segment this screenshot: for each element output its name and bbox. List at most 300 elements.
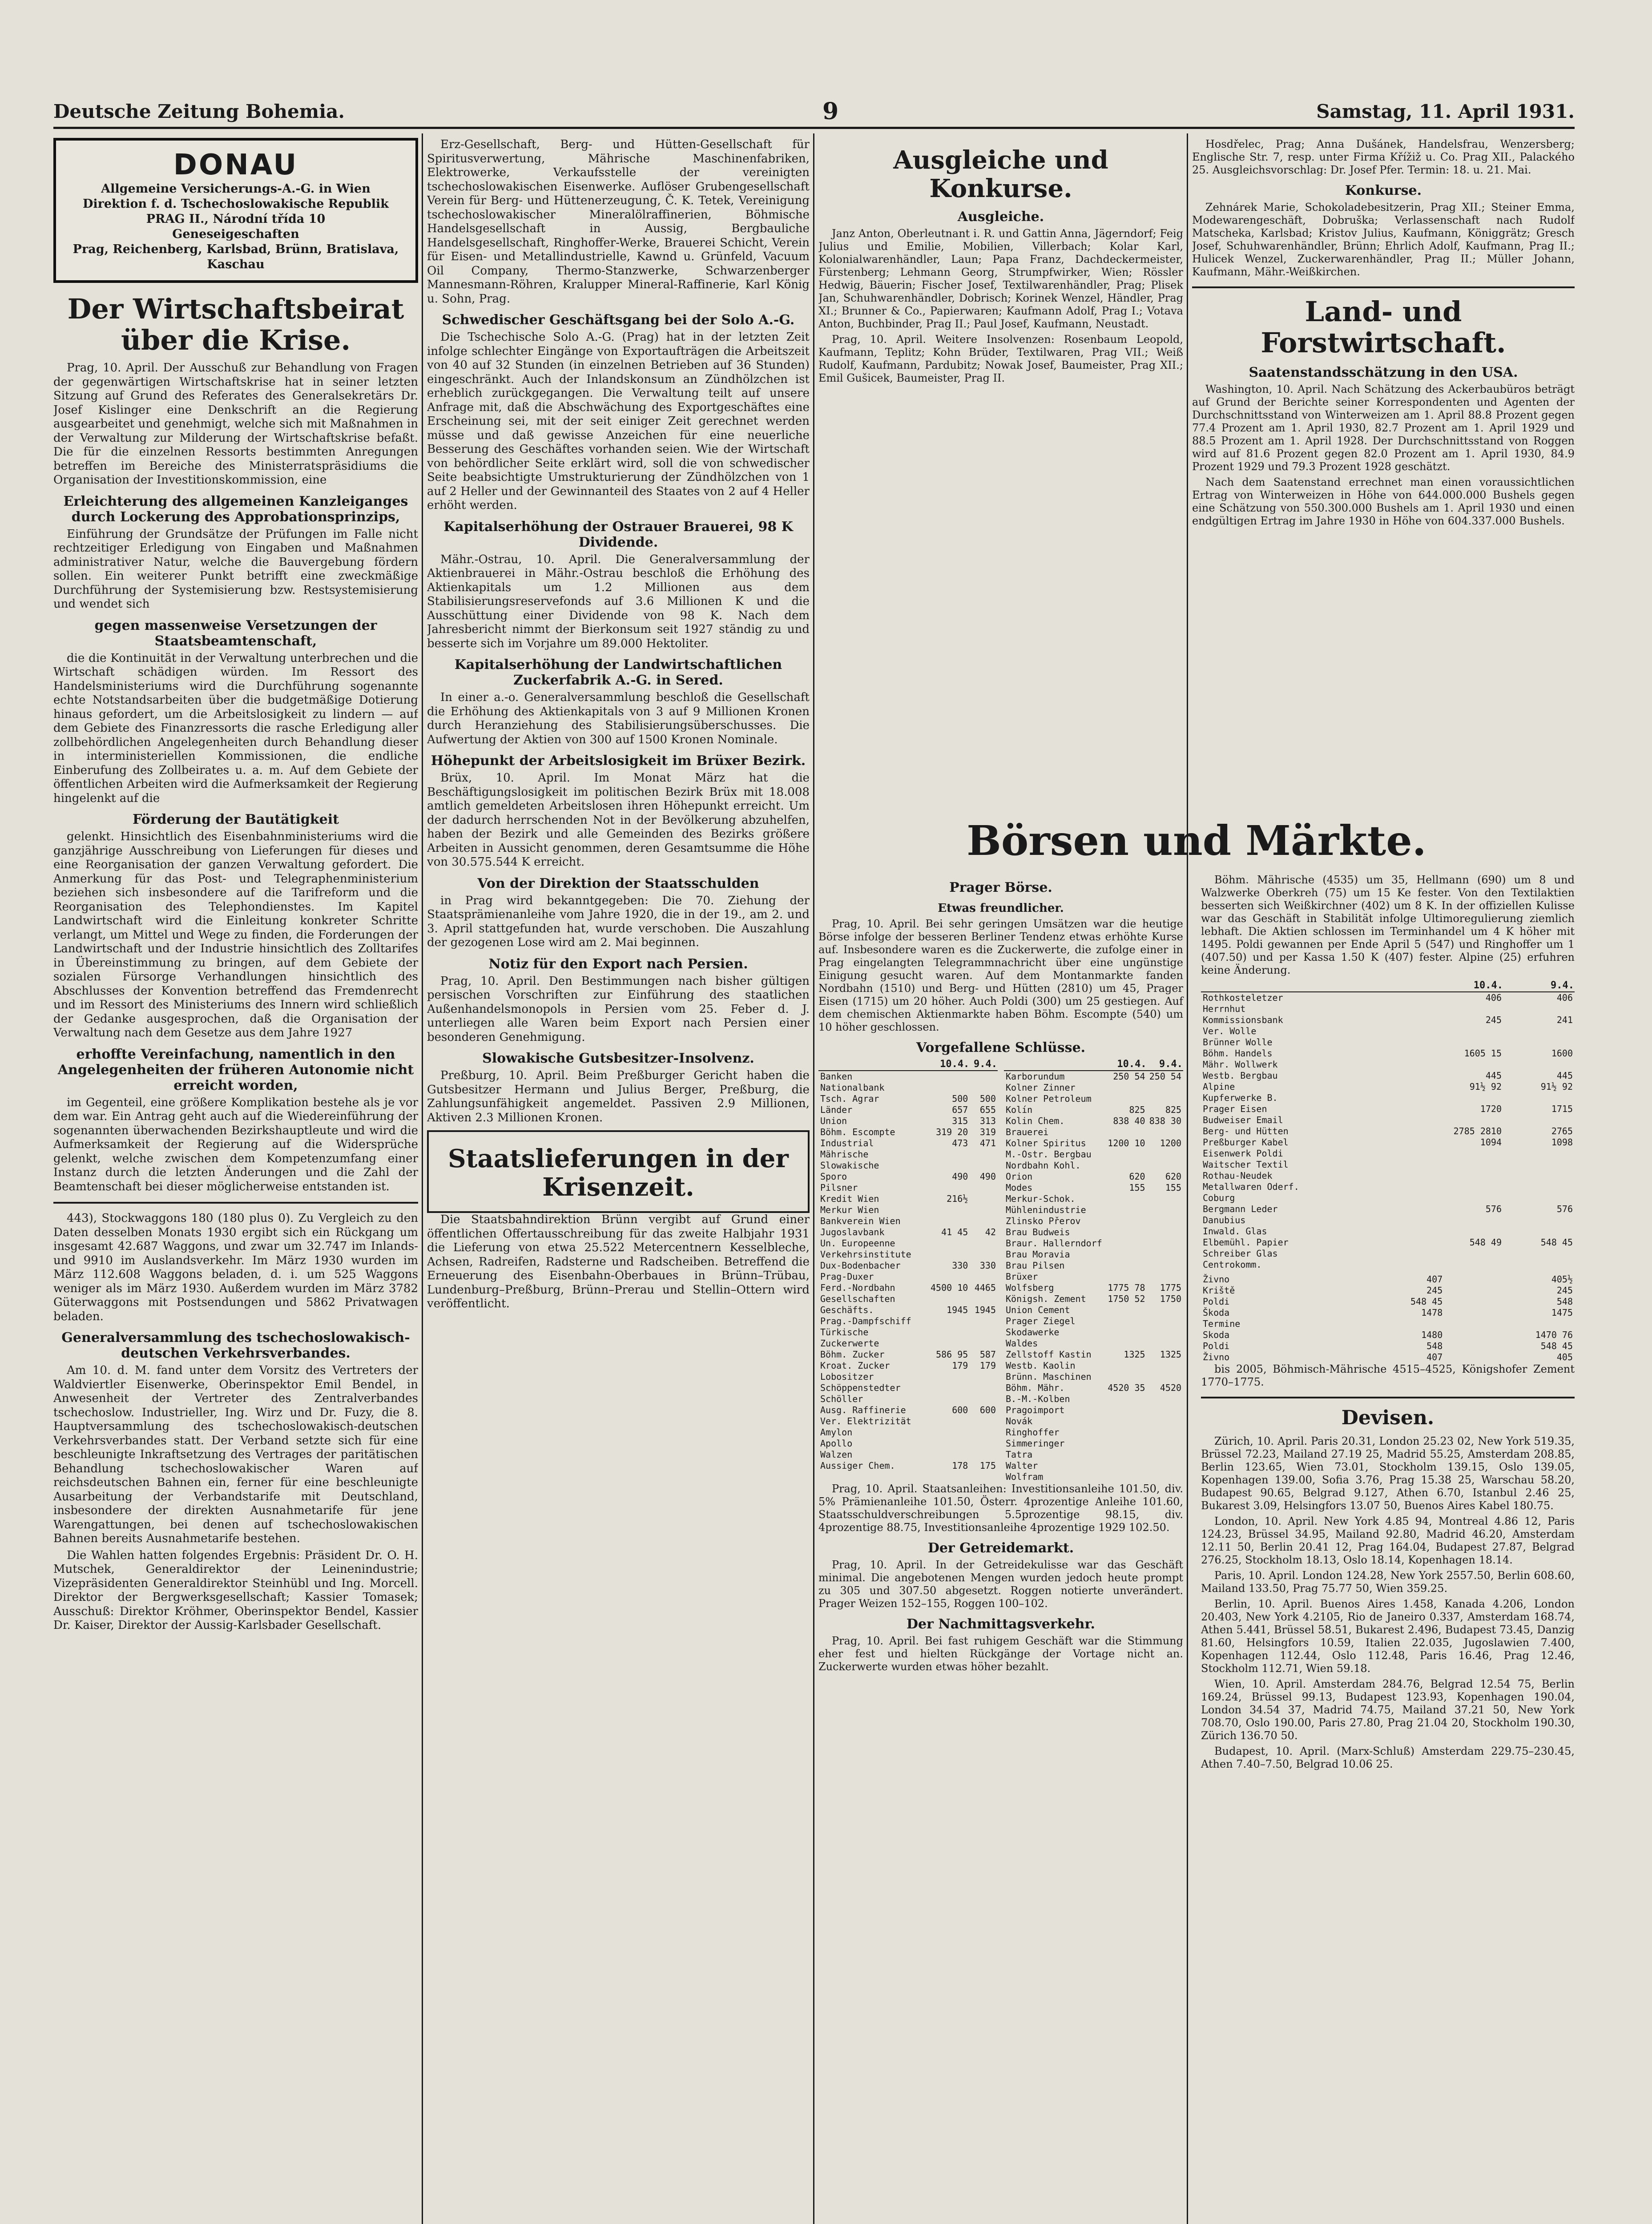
- security-name: Pilsner: [820, 1182, 858, 1193]
- security-name: Brüxer: [1006, 1271, 1038, 1282]
- table-row: [818, 1338, 998, 1349]
- quote-value: [1147, 1416, 1183, 1427]
- quote-value: [1147, 1438, 1183, 1449]
- table-row: [1004, 1260, 1183, 1271]
- quote-value: 179: [952, 1360, 968, 1371]
- quote-value: 838 30: [1149, 1116, 1181, 1126]
- table-row: [1004, 1238, 1183, 1249]
- security-name: Karborundum: [1006, 1071, 1065, 1082]
- quote-value: [970, 1416, 998, 1427]
- quote-value: 445: [1485, 1070, 1502, 1081]
- quote-value: [1147, 1371, 1183, 1382]
- quote-value: 405: [1556, 1352, 1573, 1362]
- quote-value: [970, 1327, 998, 1338]
- table-row: [1004, 1394, 1183, 1405]
- table-row: [1201, 1181, 1575, 1193]
- table-row: [1004, 1282, 1183, 1293]
- security-name: Walter: [1006, 1460, 1038, 1471]
- quote-value: [970, 1394, 998, 1405]
- table-row: [1201, 1059, 1575, 1070]
- security-name: Živno: [1203, 1274, 1230, 1285]
- article-subhead: Notiz für den Export nach Persien.: [488, 956, 748, 972]
- quote-value: [1400, 1226, 1503, 1237]
- table-row: [1201, 1204, 1575, 1215]
- article-subhead: Slowakische Gutsbesitzer-Insolvenz.: [482, 1051, 754, 1066]
- table-row: [1201, 1126, 1575, 1137]
- quote-value: [1105, 1205, 1147, 1216]
- table-row: [1201, 1015, 1575, 1026]
- quote-value: 1775: [1160, 1282, 1181, 1293]
- article-subhead: Prager Börse.: [949, 880, 1052, 895]
- quote-value: [1503, 1215, 1575, 1226]
- security-name: Kriště: [1203, 1285, 1235, 1296]
- quote-value: [1147, 1405, 1183, 1416]
- divider: [1201, 1397, 1575, 1398]
- security-name: Ausg. Raffinerie: [820, 1405, 906, 1415]
- article-headline: Ausgleiche und Konkurse.: [893, 145, 1108, 203]
- table-row: [1004, 1449, 1183, 1460]
- quote-value: [1105, 1260, 1147, 1271]
- security-name: Aussiger Chem.: [820, 1460, 895, 1471]
- article-paragraph: Prag, 10. April. In der Getreidekulisse war das Geschäft minimal. Die angebotenen Mengen wurden jedoch heute prompt zu 305 und 307.50 abgesetzt. Roggen notierte unverändert. Prager Weizen 152–155, Roggen 100–102.: [818, 1559, 1183, 1610]
- issue-date: Samstag, 11. April 1931.: [1316, 100, 1575, 122]
- quote-value: [1147, 1471, 1183, 1483]
- security-name: Walzen: [820, 1449, 853, 1460]
- divider: [53, 1202, 418, 1204]
- quote-value: [1105, 1471, 1147, 1483]
- table-row: [1004, 1205, 1183, 1216]
- security-name: Rothkosteletzer: [1203, 992, 1283, 1003]
- quote-value: 1720: [1480, 1104, 1502, 1114]
- security-name: Nationalbank: [820, 1082, 885, 1093]
- security-name: Preßburger Kabel: [1203, 1137, 1289, 1148]
- quote-value: 655: [979, 1104, 996, 1115]
- security-name: Pragoimport: [1006, 1405, 1065, 1415]
- quote-value: [1147, 1227, 1183, 1238]
- security-name: Škoda: [1203, 1307, 1230, 1318]
- quote-value: [1147, 1193, 1183, 1205]
- table-row: [818, 1104, 998, 1116]
- quote-value: [970, 1205, 998, 1216]
- quote-value: 406: [1556, 992, 1573, 1003]
- table-row: [1004, 1316, 1183, 1327]
- article-paragraph: Prag, 10. April. Weitere Insolvenzen: Rosenbaum Leopold, Kaufmann, Teplitz; Kohn Brüder, Textilwaren, Prag VII.; Weiß Rudolf, Kaufmann, Pardubitz; Nowak Josef, Baumeister, Prag XII.; Emil Gušicek, Baumeister, Prag II.: [818, 333, 1183, 384]
- article-subhead: Konkurse.: [1345, 183, 1422, 198]
- column-4: [1192, 138, 1575, 796]
- ad-line: Prag, Reichenberg, Karlsbad, Brünn, Bratislava, Kaschau: [73, 242, 399, 271]
- article-subhead: Von der Direktion der Staatsschulden: [477, 875, 759, 891]
- quote-value: 41 45: [941, 1227, 968, 1237]
- security-name: Metallwaren Oderf.: [1203, 1181, 1299, 1192]
- table-row: [818, 1193, 998, 1205]
- table-row: [1201, 1226, 1575, 1237]
- donau-advertisement: [53, 138, 418, 283]
- table-row: [1004, 1460, 1183, 1471]
- quote-value: 1605 15: [1464, 1048, 1502, 1059]
- table-row: [818, 1360, 998, 1371]
- quote-value: [1503, 1170, 1575, 1181]
- ad-line: Geneseigeschaften: [172, 227, 299, 241]
- quote-value: 1094: [1480, 1137, 1502, 1148]
- quote-value: [1400, 1248, 1503, 1259]
- table-row: [818, 1171, 998, 1182]
- security-name: Novák: [1006, 1416, 1033, 1426]
- quote-value: 620: [1129, 1171, 1145, 1182]
- table-row: [1201, 1159, 1575, 1170]
- quotes-table: [1004, 1058, 1183, 1483]
- table-row: [1004, 1138, 1183, 1149]
- boersen-right: [1201, 874, 1575, 1773]
- table-row: [1201, 1215, 1575, 1226]
- security-name: Kroat. Zucker: [820, 1360, 890, 1371]
- security-name: Apollo: [820, 1438, 853, 1449]
- table-row: [818, 1149, 998, 1160]
- quote-value: 245: [1556, 1285, 1573, 1296]
- quote-value: 4520: [1160, 1382, 1181, 1393]
- quote-value: [1503, 1092, 1575, 1104]
- quote-value: [1400, 1115, 1503, 1126]
- closing-table-3: [1201, 979, 1575, 1363]
- quote-value: [970, 1238, 998, 1249]
- table-row: [818, 1160, 998, 1171]
- table-row: [1004, 1116, 1183, 1127]
- security-name: Böhm. Zucker: [820, 1349, 885, 1360]
- quote-value: [970, 1371, 998, 1382]
- article-paragraph: London, 10. April. New York 4.85 94, Montreal 4.86 12, Paris 124.23, Brüssel 34.95, Mailand 92.80, Madrid 46.20, Amsterdam 12.11 50, Berlin 20.41 12, Prag 164.04, Budapest 27.87, Belgrad 276.25, Stockholm 18.13, Oslo 18.14, Kopenhagen 18.14.: [1201, 1515, 1575, 1566]
- quote-value: 155: [1129, 1182, 1145, 1193]
- quote-value: [1105, 1093, 1147, 1104]
- quote-value: [1147, 1238, 1183, 1249]
- quote-value: 241: [1556, 1015, 1573, 1025]
- quote-value: [924, 1293, 970, 1305]
- table-row: [1004, 1405, 1183, 1416]
- table-row: [818, 1438, 998, 1449]
- quote-value: [924, 1394, 970, 1405]
- table-row: [818, 1238, 998, 1249]
- article-paragraph: die die Kontinuität in der Verwaltung unterbrechen und die Wirtschaft schädigen würden. Im Ressort des Handelsministeriums wird die Durchführung sogenannte echte Notstandsarbeiten über die budgetmäßige Dotierung hinaus gefordert, um die Arbeitslosigkeit zu lindern — auf dem Gebiete des Finanzressorts die rasche Erledigung aller zollbehördlichen Angelegenheiten durch Behandlung dieser in interministeriellen Kommissionen, die endliche Einberufung des Zollbeirates u. a. m. Auf dem Gebiete der öffentlichen Arbeiten wird die Aufmerksamkeit der Regierung hingelenkt auf die: [53, 651, 418, 805]
- quote-value: [924, 1338, 970, 1349]
- security-name: Lobositzer: [820, 1371, 874, 1382]
- quote-value: [970, 1271, 998, 1282]
- quote-value: [1147, 1160, 1183, 1171]
- quote-value: [924, 1249, 970, 1260]
- security-name: Skodawerke: [1006, 1327, 1060, 1338]
- quote-value: [1105, 1193, 1147, 1205]
- table-row: [1201, 1081, 1575, 1092]
- quote-value: [1444, 1318, 1575, 1330]
- quote-value: [1147, 1260, 1183, 1271]
- quote-value: 600: [979, 1405, 996, 1415]
- closing-tables: [818, 1058, 1183, 1483]
- quote-value: [970, 1382, 998, 1394]
- quote-value: [1147, 1205, 1183, 1216]
- section-headline: Land- und Forstwirtschaft.: [1261, 295, 1506, 359]
- quote-value: [924, 1327, 970, 1338]
- security-name: Rothau-Neudek: [1203, 1170, 1273, 1181]
- security-name: Brau Pilsen: [1006, 1260, 1065, 1271]
- quote-value: 319 20: [936, 1127, 968, 1137]
- quote-value: [1400, 1003, 1503, 1015]
- quote-value: 2765: [1551, 1126, 1573, 1136]
- table-row: [1004, 1293, 1183, 1305]
- table-row: [1201, 1274, 1575, 1285]
- table-row: [1004, 1360, 1183, 1371]
- col-head-date: 10.4.: [1105, 1058, 1147, 1071]
- ad-line: Direktion f. d. Tschechoslowakische Republik PRAG II., Národní třída 10: [82, 197, 389, 226]
- quote-value: [970, 1438, 998, 1449]
- article-paragraph: Prag, 10. April. Bei fast ruhigem Geschäft war die Stimmung eher fest und hielten Rückgänge der Vortage nicht an. Zuckerwerte wurden etwas höher bezahlt.: [818, 1635, 1183, 1673]
- article-paragraph: Erz-Gesellschaft, Berg- und Hütten-Gesellschaft für Spiritusverwertung, Mährische Maschinenfabriken, Elektrowerke, Verkaufsstelle der vereinigten tschechoslowakischen Eisenwerke. Auflöser Grubengesellschaft Verein für Berg- und Hüttenerzeugung, Č. K. Tetek, Vereinigung tschechoslowakischer Mineralölraffinerien, Böhmische Handelsgesellschaft in Aussig, Bergbauliche Handelsgesellschaft, Ringhoffer-Werke, Brauerei Schicht, Verein für Eisen- und Metallindustrielle, Kawnd u. Grünfeld, Vacuum Oil Company, Thermo-Stanzwerke, Schwarzenberger Mannesmann-Röhren, Kralupper Mineral-Raffinerie, Karl König u. Sohn, Prag.: [427, 138, 810, 306]
- security-name: Merkur-Schok.: [1006, 1193, 1076, 1204]
- quote-value: 825: [1165, 1104, 1181, 1115]
- quote-value: [1105, 1249, 1147, 1260]
- table-row: [1004, 1227, 1183, 1238]
- article-subhead: Förderung der Bautätigkeit: [133, 812, 339, 827]
- quote-value: [924, 1182, 970, 1193]
- security-name: Königsh. Zement: [1006, 1293, 1086, 1304]
- security-name: Zlinsko Přerov: [1006, 1216, 1081, 1226]
- article-subhead: Der Nachmittagsverkehr.: [907, 1616, 1095, 1632]
- security-name: Kolner Zinner: [1006, 1082, 1076, 1093]
- quote-value: [924, 1216, 970, 1227]
- table-row: [818, 1316, 998, 1327]
- table-row: [1201, 1307, 1575, 1318]
- quote-value: 548 49: [1469, 1237, 1502, 1248]
- quote-value: 4500 10: [931, 1282, 968, 1293]
- table-row: [818, 1305, 998, 1316]
- quote-value: 250 54: [1149, 1071, 1181, 1082]
- quote-value: 548 45: [1540, 1237, 1573, 1248]
- closing-table-1: [818, 1058, 998, 1483]
- quote-value: [1105, 1216, 1147, 1227]
- article-subhead: Generalversammlung des tschechoslowakisch-deutschen Verkehrsverbandes.: [61, 1330, 410, 1361]
- quote-value: [1400, 1148, 1503, 1159]
- quote-value: 315: [952, 1116, 968, 1126]
- security-name: Kolner Petroleum: [1006, 1093, 1092, 1104]
- quote-value: [1105, 1371, 1147, 1382]
- table-row: [1004, 1471, 1183, 1483]
- security-name: Danubius: [1203, 1215, 1246, 1225]
- quote-value: [1503, 1115, 1575, 1126]
- quote-value: [924, 1149, 970, 1160]
- quote-value: 825: [1129, 1104, 1145, 1115]
- quote-value: [1400, 1059, 1503, 1070]
- quote-value: [1400, 1259, 1503, 1270]
- quote-value: 2785 2810: [1453, 1126, 1502, 1136]
- security-name: Amylon: [820, 1427, 853, 1438]
- quote-value: 245: [1426, 1285, 1443, 1296]
- table-row: [1201, 1170, 1575, 1181]
- table-row: [1201, 1330, 1575, 1341]
- quote-value: 576: [1485, 1204, 1502, 1214]
- quote-value: [924, 1416, 970, 1427]
- security-name: Geschäfts.: [820, 1305, 874, 1315]
- table-row: [1004, 1327, 1183, 1338]
- quote-value: 216½: [947, 1193, 968, 1204]
- table-row: [818, 1460, 998, 1471]
- quote-value: [1503, 1159, 1575, 1170]
- table-row: [1201, 1137, 1575, 1148]
- quote-value: [1400, 1037, 1503, 1048]
- quote-value: [970, 1160, 998, 1171]
- article-paragraph: gelenkt. Hinsichtlich des Eisenbahnministeriums wird die ganzjährige Ausschreibung von Lieferungen für dieses und eine Reorganisation der ganzen Verwaltung gefordert. Die Anmerkung für das Post- und Telegraphenministerium beziehen sich insbesondere auf die Tarifreform und die Reorganisation des Telephondienstes. Im Kapitel Landwirtschaft wird die Einleitung konkreter Schritte verlangt, um Mittel und Wege zu finden, die Forderungen der Landwirtschaft und der Industrie hinsichtlich des Zolltarifes in Übereinstimmung zu bringen, auf dem Gebiete der sozialen Fürsorge Verhandlungen hinsichtlich des Abschlusses der Konvention betreffend das Fremdenrecht und im Ressort des Ministeriums des Innern wird schließlich der Gedanke ausgesprochen, daß die Organisation der Verwaltung nach dem Gesetze aus dem Jahre 1927: [53, 830, 418, 1039]
- quote-value: [924, 1371, 970, 1382]
- article-paragraph: Mähr.-Ostrau, 10. April. Die Generalversammlung der Aktienbrauerei in Mähr.-Ostrau beschloß die Erhöhung des Aktienkapitals um 1.2 Millionen aus dem Stabilisierungsreservefonds auf 3.6 Millionen K und die Ausschüttung einer Dividende von 98 K. Nach dem Jahresbericht nimmt der Bierkonsum seit 1927 ständig zu und besserte sich im Vorjahre um 89.000 Hektoliter.: [427, 552, 810, 650]
- quote-value: 42: [985, 1227, 996, 1237]
- quote-value: [1105, 1438, 1147, 1449]
- table-row: [1004, 1071, 1183, 1082]
- quote-value: [970, 1249, 998, 1260]
- quote-value: 330: [979, 1260, 996, 1271]
- column-1: [53, 138, 418, 2224]
- quote-value: 548 45: [1410, 1296, 1443, 1307]
- article-subhead: Der Getreidemarkt.: [927, 1540, 1074, 1556]
- article-subhead: Etwas freundlicher.: [938, 902, 1064, 915]
- quote-value: 1325: [1124, 1349, 1145, 1360]
- quote-value: [924, 1205, 970, 1216]
- article-paragraph: Einführung der Grundsätze der Prüfungen im Falle nicht rechtzeitiger Erledigung von Eingaben und Maßnahmen administrativer Natur, welche die Bauvergebung fördern sollen. Ein weiterer Punkt betrifft eine zweckmäßige Durchführung der Systemisierung bzw. Restsystemisierung und wendet sich: [53, 527, 418, 611]
- security-name: Banken: [820, 1071, 853, 1082]
- table-row: [1201, 1115, 1575, 1126]
- quote-value: [1105, 1149, 1147, 1160]
- security-name: Coburg: [1203, 1193, 1235, 1203]
- quote-value: 1750: [1160, 1293, 1181, 1304]
- quote-value: [1147, 1271, 1183, 1282]
- quote-value: [1503, 1026, 1575, 1037]
- article-box: [427, 1130, 810, 1213]
- table-row: [818, 1216, 998, 1227]
- quote-value: [1105, 1449, 1147, 1460]
- quote-value: [1400, 1159, 1503, 1170]
- security-name: Zuckerwerte: [820, 1338, 879, 1349]
- quote-value: 313: [979, 1116, 996, 1126]
- table-row: [818, 1271, 998, 1282]
- security-name: Wolfsberg: [1006, 1282, 1054, 1293]
- table-row: [1004, 1338, 1183, 1349]
- quote-value: 179: [979, 1360, 996, 1371]
- security-name: Böhm. Mähr.: [1006, 1382, 1065, 1393]
- table-row: [818, 1093, 998, 1104]
- security-name: Prager Ziegel: [1006, 1316, 1076, 1326]
- quotes-table: [1201, 979, 1575, 1270]
- quote-value: [924, 1071, 970, 1082]
- quote-value: 1200 10: [1108, 1138, 1145, 1148]
- page-number: 9: [822, 97, 839, 125]
- article-paragraph: Nach dem Saatenstand errechnet man einen voraussichtlichen Ertrag von Winterweizen in Höhe von 644.000.000 Bushels gegen eine Schätzung von 550.300.000 Bushels am 1. April 1930 und einen endgültigen Ertrag im Jahre 1930 in Höhe von 604.337.000 Bushels.: [1192, 476, 1575, 527]
- security-name: Inwald. Glas: [1203, 1226, 1267, 1237]
- quote-value: 657: [952, 1104, 968, 1115]
- quote-value: [1105, 1271, 1147, 1282]
- quote-value: [1147, 1338, 1183, 1349]
- quote-value: [1105, 1127, 1147, 1138]
- col-head-date: 9.4.: [1503, 979, 1575, 992]
- table-row: [818, 1127, 998, 1138]
- quote-value: [1105, 1394, 1147, 1405]
- table-row: [1201, 1318, 1575, 1330]
- quote-value: [970, 1149, 998, 1160]
- security-name: Westb. Bergbau: [1203, 1070, 1278, 1081]
- security-name: Kolner Spiritus: [1006, 1138, 1086, 1148]
- security-name: Schöller: [820, 1394, 863, 1404]
- quote-value: 576: [1556, 1204, 1573, 1214]
- col-head-date: 10.4.: [1400, 979, 1503, 992]
- quote-value: 1325: [1160, 1349, 1181, 1360]
- table-row: [818, 1327, 998, 1338]
- security-name: Ver. Wolle: [1203, 1026, 1257, 1036]
- article-paragraph: Budapest, 10. April. (Marx-Schluß) Amsterdam 229.75–230.45, Athen 7.40–7.50, Belgrad 10.06 25.: [1201, 1745, 1575, 1770]
- quote-value: [1503, 1148, 1575, 1159]
- quote-value: [1105, 1238, 1147, 1249]
- quote-value: 1470 76: [1535, 1330, 1573, 1340]
- quote-value: 178: [952, 1460, 968, 1471]
- table-row: [1004, 1216, 1183, 1227]
- quote-value: 587: [979, 1349, 996, 1360]
- security-name: Budweiser Email: [1203, 1115, 1283, 1125]
- quote-value: [1147, 1460, 1183, 1471]
- article-subhead: Erleichterung des allgemeinen Kanzleiganges durch Lockerung des Approbationsprinzips,: [63, 493, 408, 525]
- article-paragraph: Paris, 10. April. London 124.28, New York 2557.50, Berlin 608.60, Mailand 133.50, Prag 75.77 50, Wien 359.25.: [1201, 1569, 1575, 1595]
- article-paragraph: im Gegenteil, eine größere Komplikation bestehe als je vor dem war. Ein Antrag geht auch auf die Wiedereinführung der sogenannten überwachenden Bezirkshauptleute und wird die Aufmerksamkeit der Regierung auf die Widersprüche gelenkt, welche zwischen dem Kompetenzumfang einer Instanz durch die letzten Änderungen und die Zahl der Beamtenschaft bei dieser möglicherweise entstanden ist.: [53, 1096, 418, 1193]
- security-name: Termine: [1203, 1318, 1241, 1329]
- table-row: [1201, 1259, 1575, 1270]
- table-row: [1004, 1427, 1183, 1438]
- article-subhead: Vorgefallene Schlüsse.: [916, 1040, 1086, 1056]
- quote-value: 405½: [1551, 1274, 1573, 1285]
- security-name: Union Cement: [1006, 1305, 1070, 1315]
- divider: [1192, 286, 1575, 288]
- quote-value: 548 45: [1540, 1341, 1573, 1351]
- security-name: Alpine: [1203, 1081, 1235, 1092]
- quote-value: 1945: [974, 1305, 996, 1315]
- closing-tables: [1201, 979, 1575, 1363]
- security-name: Ringhoffer: [1006, 1427, 1060, 1438]
- security-name: M.-Ostr. Bergbau: [1006, 1149, 1092, 1160]
- quote-value: 330: [952, 1260, 968, 1271]
- security-name: Mähr. Wollwerk: [1203, 1059, 1278, 1070]
- quote-value: [970, 1193, 998, 1205]
- quote-value: 445: [1556, 1070, 1573, 1081]
- table-row: [1201, 1341, 1575, 1352]
- article-paragraph: 443), Stockwaggons 180 (180 plus 0). Zu Vergleich zu den Daten desselben Monats 1930 ergibt sich ein Rückgang um insgesamt 42.687 Waggons, und zwar um 32.747 im Inlands- und 9910 im Auslandsverkehr. Im März 1930 wurden im März 112.608 Waggons beladen, d. i. um 525 Waggons weniger als im März 1930. Außerdem wurden im März 3782 Güterwaggons mit Postsendungen und 5862 Privatwagen beladen.: [53, 1212, 418, 1323]
- table-row: [1201, 1026, 1575, 1037]
- quote-value: [970, 1449, 998, 1460]
- quote-value: [1503, 1248, 1575, 1259]
- quote-value: [1147, 1427, 1183, 1438]
- quote-value: [1400, 1215, 1503, 1226]
- quote-value: 1098: [1551, 1137, 1573, 1148]
- table-row: [818, 1394, 998, 1405]
- article-subhead: Kapitalserhöhung der Landwirtschaftlichen Zuckerfabrik A.-G. in Sered.: [454, 657, 782, 688]
- security-name: Brau Budweis: [1006, 1227, 1070, 1237]
- col-head-date: 9.4.: [1147, 1058, 1183, 1071]
- security-name: Bergmann Leder: [1203, 1204, 1278, 1214]
- quote-value: [970, 1216, 998, 1227]
- article-paragraph: Die Staatsbahndirektion Brünn vergibt auf Grund einer öffentlichen Offertausschreibung für das zweite Halbjahr 1931 die Lieferung von etwa 25.522 Metercentnern Kesselbleche, Achsen, Radreifen, Radsterne und Radscheiben. Betreffend die Erneuerung des Eisenbahn-Oberbaues in Brünn–Trübau, Lundenburg–Preßburg, Brünn–Prerau und Stellin–Ottern wird veröffentlicht.: [427, 1213, 810, 1310]
- security-name: Bankverein Wien: [820, 1216, 901, 1226]
- article-paragraph: Zürich, 10. April. Paris 20.31, London 25.23 02, New York 519.35, Brüssel 72.23, Mailand 27.19 25, Madrid 55.25, Amsterdam 208.85, Berlin 123.65, Wien 73.01, Stockholm 139.15, Oslo 139.05, Kopenhagen 139.00, Sofia 3.76, Prag 15.38 25, Warschau 58.20, Budapest 90.65, Belgrad 9.127, Athen 6.70, Istanbul 2.46 25, Bukarest 3.09, Helsingfors 13.07 50, Buenos Aires Kabel 180.75.: [1201, 1435, 1575, 1512]
- quote-value: 4520 35: [1108, 1382, 1145, 1393]
- article-subhead: Höhepunkt der Arbeitslosigkeit im Brüxer Bezirk.: [431, 753, 806, 769]
- security-name: Mühlenindustrie: [1006, 1205, 1086, 1215]
- table-row: [1201, 1148, 1575, 1159]
- quote-value: 1480: [1421, 1330, 1443, 1340]
- quote-value: [1503, 1193, 1575, 1204]
- table-row: [818, 1260, 998, 1271]
- quote-value: [1503, 1226, 1575, 1237]
- table-row: [1201, 1037, 1575, 1048]
- security-name: Prag.-Dampfschiff: [820, 1316, 911, 1326]
- quotes-table: [818, 1058, 998, 1471]
